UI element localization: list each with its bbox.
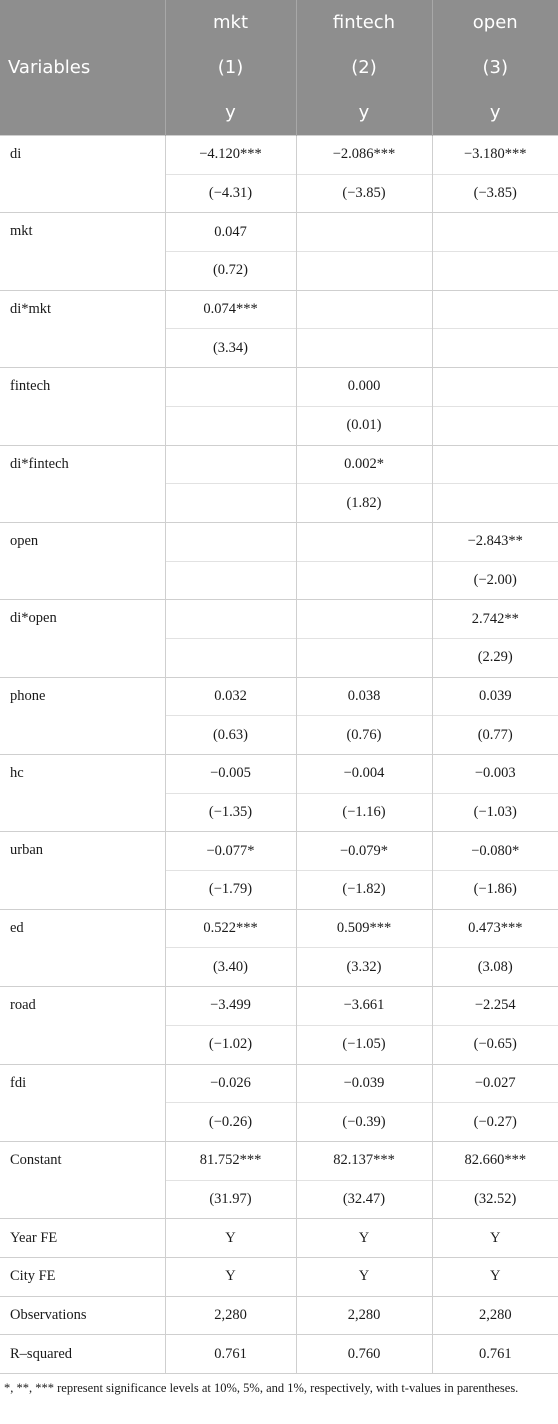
variable-label: di*fintech (0, 445, 165, 522)
t-value-cell: (2.29) (432, 638, 558, 677)
coefficient-cell (432, 368, 558, 407)
table-row (0, 213, 558, 252)
coefficient-cell: −3.499 (165, 987, 296, 1026)
coefficient-cell: 0.047 (165, 213, 296, 252)
coefficient-cell: 0.074*** (165, 290, 296, 329)
coefficient-cell (165, 368, 296, 407)
coefficient-cell: 82.137*** (296, 1141, 432, 1180)
t-value-cell: (3.34) (165, 329, 296, 368)
t-value-cell (296, 329, 432, 368)
t-value-cell: (32.47) (296, 1180, 432, 1219)
coefficient-cell (296, 522, 432, 561)
summary-cell: Y (432, 1257, 558, 1296)
table-row (0, 445, 558, 484)
coefficient-cell: 0.473*** (432, 909, 558, 948)
coefficient-cell: −0.080* (432, 832, 558, 871)
variable-label: mkt (0, 213, 165, 290)
col-header-open: open (432, 0, 558, 45)
t-value-cell: (−1.35) (165, 793, 296, 832)
col-number-3: (3) (432, 45, 558, 90)
t-value-cell (296, 252, 432, 291)
coefficient-cell: −0.005 (165, 755, 296, 794)
coefficient-cell: −0.077* (165, 832, 296, 871)
coefficient-cell (432, 213, 558, 252)
coefficient-cell (432, 445, 558, 484)
coefficient-cell: 0.509*** (296, 909, 432, 948)
table-body (0, 136, 558, 1374)
table-row (0, 290, 558, 329)
coefficient-cell: −2.254 (432, 987, 558, 1026)
t-value-cell: (−1.86) (432, 871, 558, 910)
t-value-cell (432, 329, 558, 368)
table-row (0, 677, 558, 716)
summary-cell: Y (165, 1257, 296, 1296)
summary-cell: 2,280 (296, 1296, 432, 1335)
t-value-cell: (0.76) (296, 716, 432, 755)
variable-label: fdi (0, 1064, 165, 1141)
summary-cell: 2,280 (165, 1296, 296, 1335)
t-value-cell: (−1.03) (432, 793, 558, 832)
t-value-cell: (3.08) (432, 948, 558, 987)
coefficient-cell: −0.003 (432, 755, 558, 794)
coefficient-cell: −2.086*** (296, 136, 432, 175)
t-value-cell (432, 484, 558, 523)
coefficient-cell: −2.843** (432, 522, 558, 561)
variable-label: hc (0, 755, 165, 832)
variable-label: Constant (0, 1141, 165, 1218)
t-value-cell (296, 638, 432, 677)
t-value-cell (165, 484, 296, 523)
table-row (0, 1257, 558, 1296)
variable-label: fintech (0, 368, 165, 445)
col-number-2: (2) (296, 45, 432, 90)
table-row (0, 1296, 558, 1335)
t-value-cell: (0.72) (165, 252, 296, 291)
summary-cell: Y (165, 1219, 296, 1258)
t-value-cell: (−0.27) (432, 1103, 558, 1142)
t-value-cell: (−1.16) (296, 793, 432, 832)
t-value-cell: (0.01) (296, 406, 432, 445)
t-value-cell: (−3.85) (296, 174, 432, 213)
variable-label: di*open (0, 600, 165, 677)
table-row (0, 368, 558, 407)
col-depvar-3: y (432, 90, 558, 136)
coefficient-cell: 2.742** (432, 600, 558, 639)
t-value-cell (432, 252, 558, 291)
coefficient-cell (165, 600, 296, 639)
coefficient-cell: −0.004 (296, 755, 432, 794)
summary-cell: Y (296, 1257, 432, 1296)
coefficient-cell (296, 213, 432, 252)
t-value-cell (165, 406, 296, 445)
coefficient-cell: −0.079* (296, 832, 432, 871)
summary-cell: 0.760 (296, 1335, 432, 1374)
table-row (0, 522, 558, 561)
summary-cell: Y (296, 1219, 432, 1258)
col-header-fintech: fintech (296, 0, 432, 45)
variable-label: ed (0, 909, 165, 986)
t-value-cell: (−3.85) (432, 174, 558, 213)
t-value-cell (165, 561, 296, 600)
coefficient-cell: 81.752*** (165, 1141, 296, 1180)
t-value-cell: (1.82) (296, 484, 432, 523)
coefficient-cell (432, 290, 558, 329)
coefficient-cell: 0.032 (165, 677, 296, 716)
variable-label: Year FE (0, 1219, 165, 1258)
coefficient-cell: −3.180*** (432, 136, 558, 175)
t-value-cell: (−4.31) (165, 174, 296, 213)
variable-label: di*mkt (0, 290, 165, 367)
coefficient-cell: 0.000 (296, 368, 432, 407)
table-row (0, 600, 558, 639)
summary-cell: 0.761 (432, 1335, 558, 1374)
t-value-cell: (−1.05) (296, 1025, 432, 1064)
variable-label: road (0, 987, 165, 1064)
coefficient-cell: −4.120*** (165, 136, 296, 175)
table-row (0, 1335, 558, 1374)
table-row (0, 909, 558, 948)
table-row (0, 987, 558, 1026)
t-value-cell (296, 561, 432, 600)
t-value-cell (432, 406, 558, 445)
table-row (0, 136, 558, 175)
coefficient-cell (296, 290, 432, 329)
coefficient-cell: 0.038 (296, 677, 432, 716)
coefficient-cell (165, 445, 296, 484)
variable-label: phone (0, 677, 165, 754)
coefficient-cell: −0.026 (165, 1064, 296, 1103)
table-note: *, **, *** represent significance levels at 10%, 5%, and 1%, respectively, with t-values in parentheses. (4, 1381, 519, 1395)
table-row (0, 1064, 558, 1103)
coefficient-cell: 0.002* (296, 445, 432, 484)
t-value-cell: (−2.00) (432, 561, 558, 600)
table-row (0, 1219, 558, 1258)
coefficient-cell: 0.522*** (165, 909, 296, 948)
t-value-cell: (0.77) (432, 716, 558, 755)
t-value-cell: (32.52) (432, 1180, 558, 1219)
t-value-cell: (−1.79) (165, 871, 296, 910)
summary-cell: 2,280 (432, 1296, 558, 1335)
table-row (0, 1141, 558, 1180)
t-value-cell: (−1.82) (296, 871, 432, 910)
t-value-cell: (31.97) (165, 1180, 296, 1219)
t-value-cell: (3.40) (165, 948, 296, 987)
coefficient-cell: −0.027 (432, 1064, 558, 1103)
variables-header: Variables (0, 0, 165, 136)
t-value-cell: (−1.02) (165, 1025, 296, 1064)
coefficient-cell: −3.661 (296, 987, 432, 1026)
variable-label: Observations (0, 1296, 165, 1335)
t-value-cell: (−0.65) (432, 1025, 558, 1064)
variable-label: City FE (0, 1257, 165, 1296)
table-header (0, 0, 558, 136)
col-depvar-2: y (296, 90, 432, 136)
variable-label: open (0, 522, 165, 599)
t-value-cell: (3.32) (296, 948, 432, 987)
t-value-cell: (0.63) (165, 716, 296, 755)
summary-cell: Y (432, 1219, 558, 1258)
summary-cell: 0.761 (165, 1335, 296, 1374)
table-row (0, 832, 558, 871)
t-value-cell: (−0.39) (296, 1103, 432, 1142)
variable-label: R–squared (0, 1335, 165, 1374)
coefficient-cell (296, 600, 432, 639)
coefficient-cell: −0.039 (296, 1064, 432, 1103)
coefficient-cell: 82.660*** (432, 1141, 558, 1180)
t-value-cell (165, 638, 296, 677)
table-row (0, 755, 558, 794)
col-number-1: (1) (165, 45, 296, 90)
variable-label: urban (0, 832, 165, 909)
coefficient-cell (165, 522, 296, 561)
variable-label: di (0, 136, 165, 213)
t-value-cell: (−0.26) (165, 1103, 296, 1142)
col-depvar-1: y (165, 90, 296, 136)
col-header-mkt: mkt (165, 0, 296, 45)
coefficient-cell: 0.039 (432, 677, 558, 716)
